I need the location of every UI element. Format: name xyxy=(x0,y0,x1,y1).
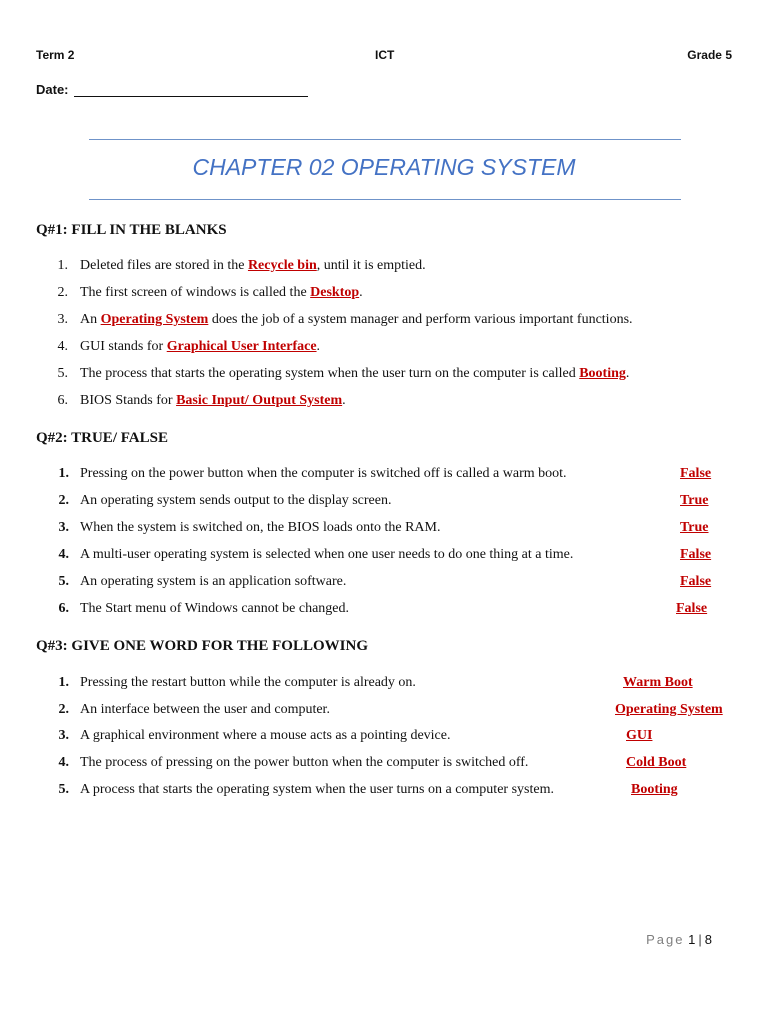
q3-item-text: Pressing the restart button while the computer is already on. xyxy=(80,675,416,690)
q1-item-text xyxy=(80,339,320,355)
q1-item-before: The process that starts the operating system when the user turn on the computer is called xyxy=(80,366,580,381)
subject-label: ICT xyxy=(375,48,395,62)
q3-item-number: 2. xyxy=(58,702,69,717)
grade-label: Grade 5 xyxy=(687,48,732,62)
q1-item-before: GUI stands for xyxy=(80,339,167,354)
q1-item-text xyxy=(80,258,426,274)
q2-item-answer: True xyxy=(680,520,709,535)
q3-item-number: 5. xyxy=(58,782,69,797)
q2-item-text: An operating system sends output to the display screen. xyxy=(80,493,392,508)
q2-item-number: 2. xyxy=(58,493,69,508)
q2-item-answer: False xyxy=(680,547,712,562)
q1-item-after: . xyxy=(359,285,363,300)
q1-item-after: . xyxy=(316,339,321,354)
q1-item-after: , until it is emptied. xyxy=(316,258,426,273)
q2-item-answer: False xyxy=(676,601,708,616)
q1-item-answer: Basic Input/ Output System xyxy=(176,393,343,408)
q3-item-answer: Operating System xyxy=(615,702,723,717)
q1-item-text xyxy=(80,312,633,328)
q2-item-number: 3. xyxy=(58,520,69,535)
q2-item-answer: False xyxy=(680,574,712,589)
page-indicator xyxy=(646,932,712,947)
page-separator: | xyxy=(698,932,702,947)
q3-item-number: 3. xyxy=(58,728,69,743)
q2-item-answer: False xyxy=(680,466,712,481)
q2-item-number: 4. xyxy=(58,547,69,562)
term-label: Term 2 xyxy=(36,48,75,62)
page-word: Page xyxy=(646,932,685,947)
q2-item-text: When the system is switched on, the BIOS loads onto the RAM. xyxy=(80,520,441,535)
q3-item-answer: Booting xyxy=(631,782,678,797)
q1-item-number: 1. xyxy=(57,258,68,273)
q1-item-text xyxy=(80,285,363,301)
q3-item-answer: Cold Boot xyxy=(626,755,687,770)
page-number: 1 xyxy=(688,932,696,947)
q2-item-text: A multi-user operating system is selected when one user needs to do one thing at a time. xyxy=(80,547,574,562)
q2-heading: Q#2: TRUE/ FALSE xyxy=(36,430,168,446)
date-label: Date: xyxy=(36,82,69,97)
q3-heading: Q#3: GIVE ONE WORD FOR THE FOLLOWING xyxy=(36,638,368,654)
q1-item-after: does the job of a system manager and perform various important functions. xyxy=(208,312,633,327)
q1-item-before: BIOS Stands for xyxy=(80,393,177,408)
q2-item-number: 6. xyxy=(58,601,69,616)
title-rule-top xyxy=(89,139,681,140)
q1-item-text xyxy=(80,366,629,382)
q3-item-text: A process that starts the operating system when the user turns on a computer system. xyxy=(80,782,554,797)
q1-item-number: 3. xyxy=(57,312,68,327)
q1-item-answer: Recycle bin xyxy=(247,258,317,273)
q2-item-number: 5. xyxy=(58,574,69,589)
q3-item-number: 1. xyxy=(58,675,69,690)
q2-item-text: Pressing on the power button when the computer is switched off is called a warm boot. xyxy=(80,466,567,481)
q1-item-after: . xyxy=(625,366,630,381)
q1-item-number: 4. xyxy=(57,339,68,354)
q2-item-answer: True xyxy=(680,493,709,508)
q1-item-before: The first screen of windows is called the xyxy=(80,285,311,300)
q1-item-answer: Operating System xyxy=(100,312,209,327)
q1-item-number: 6. xyxy=(57,393,68,408)
q2-item-number: 1. xyxy=(58,466,69,481)
page-total: 8 xyxy=(704,932,712,947)
q1-item-answer: Booting xyxy=(579,366,626,381)
q1-item-text xyxy=(80,393,346,409)
q3-item-number: 4. xyxy=(58,755,69,770)
q2-item-text: An operating system is an application software. xyxy=(80,574,347,589)
q1-item-after: . xyxy=(342,393,346,408)
q1-item-before: An xyxy=(80,312,101,327)
q1-item-number: 2. xyxy=(57,285,68,300)
q1-item-before: Deleted files are stored in the xyxy=(80,258,248,273)
q1-item-answer: Graphical User Interface xyxy=(166,339,317,354)
q1-heading: Q#1: FILL IN THE BLANKS xyxy=(36,222,227,238)
q2-item-text: The Start menu of Windows cannot be changed. xyxy=(80,601,349,616)
date-blank-line xyxy=(74,96,308,97)
q3-item-answer: GUI xyxy=(626,728,653,743)
title-rule-bottom xyxy=(89,199,681,200)
q3-item-text: An interface between the user and computer. xyxy=(80,702,330,717)
q1-item-answer: Desktop xyxy=(310,285,360,300)
q3-item-answer: Warm Boot xyxy=(623,675,693,690)
q1-item-number: 5. xyxy=(57,366,68,381)
q3-item-text: A graphical environment where a mouse acts as a pointing device. xyxy=(80,728,451,743)
q3-item-text: The process of pressing on the power button when the computer is switched off. xyxy=(80,755,529,770)
chapter-title: CHAPTER 02 OPERATING SYSTEM xyxy=(192,154,576,180)
